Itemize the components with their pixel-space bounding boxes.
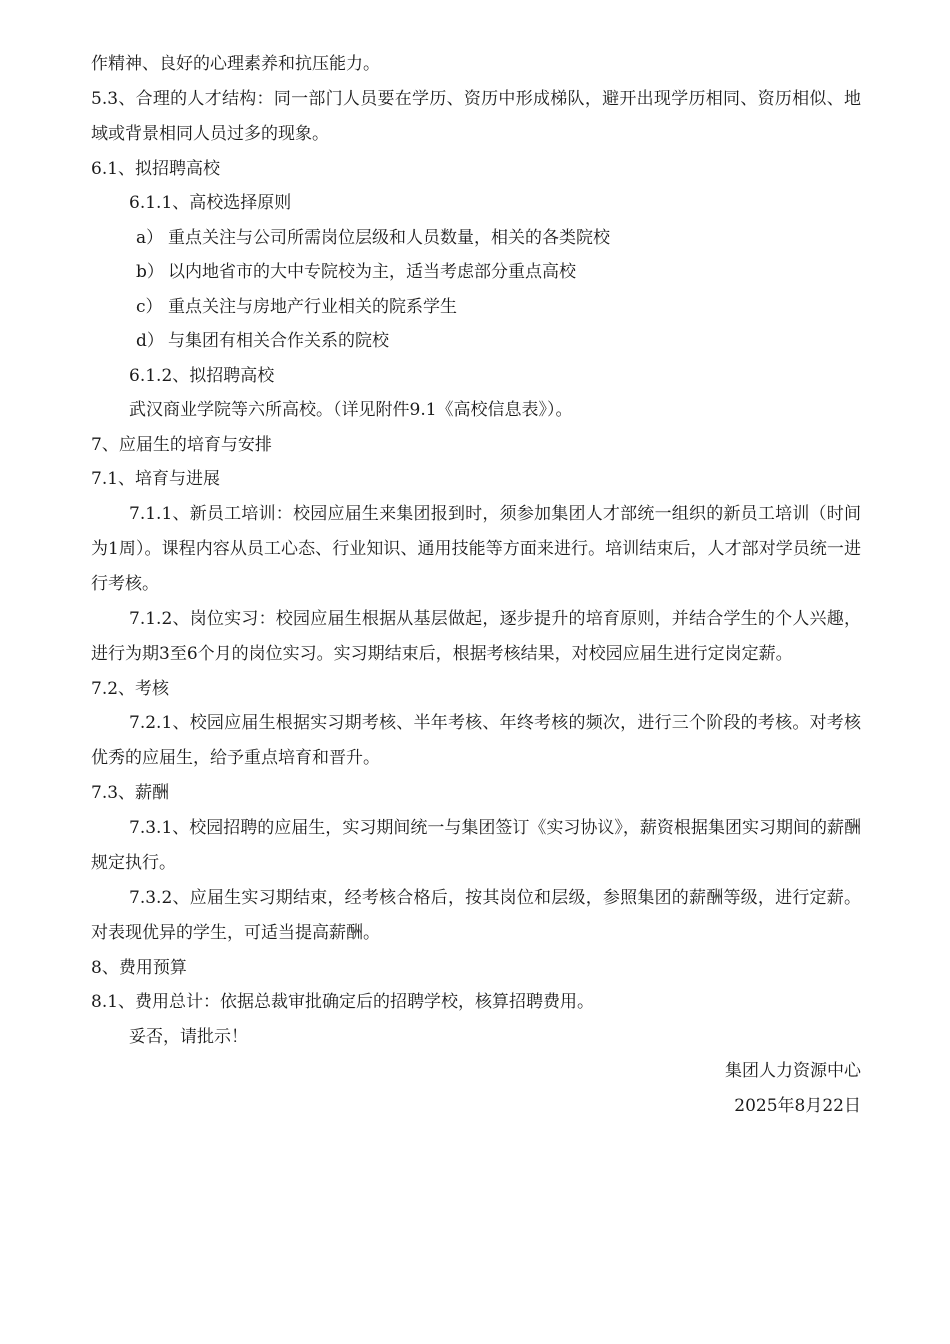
heading-6-1: 6.1、拟招聘高校 xyxy=(91,158,221,179)
paragraph-7-1-2: 7.1.2、岗位实习：校园应届生根据从基层做起，逐步提升的培育原则，并结合学生的个人兴趣，进行为期3至6个月的岗位实习。实习期结束后，根据考核结果，对校园应届生进行定岗定薪。 xyxy=(91,608,861,664)
paragraph-7-1-1: 7.1.1、新员工培训：校园应届生来集团报到时，须参加集团人才部统一组织的新员工培训（时间为1周）。课程内容从员工心态、行业知识、通用技能等方面来进行。培训结束后，人才部对学员统一进行考核。 xyxy=(91,503,861,594)
list-item-marker: d） xyxy=(136,331,164,351)
list-item-text: 重点关注与房地产行业相关的院系学生 xyxy=(168,296,457,317)
list-item xyxy=(91,255,861,290)
paragraph-continuation: 作精神、良好的心理素养和抗压能力。 xyxy=(91,54,380,74)
list-item-marker: a） xyxy=(136,227,164,248)
heading-7: 7、应届生的培育与安排 xyxy=(91,434,272,455)
closing-remark: 妥否，请批示！ xyxy=(129,1026,248,1047)
list-item-marker: c） xyxy=(136,296,163,317)
signature-date: 2025年8月22日 xyxy=(734,1095,861,1116)
heading-7-3: 7.3、薪酬 xyxy=(91,783,170,803)
heading-6-1-2: 6.1.2、拟招聘高校 xyxy=(129,365,275,386)
heading-6-1-1: 6.1.1、高校选择原则 xyxy=(129,193,292,213)
paragraph-7-3-1: 7.3.1、校园招聘的应届生，实习期间统一与集团签订《实习协议》，薪资根据集团实习期间的薪酬规定执行。 xyxy=(91,817,861,873)
paragraph-6-1-2: 武汉商业学院等六所高校。（详见附件9.1《高校信息表》）。 xyxy=(129,400,573,420)
list-item xyxy=(91,290,861,325)
document-page xyxy=(91,47,861,1123)
paragraph-5-3: 5.3、合理的人才结构：同一部门人员要在学历、资历中形成梯队，避开出现学历相同、资历相似、地域或背景相同人员过多的现象。 xyxy=(91,88,861,144)
list-item xyxy=(91,324,861,359)
heading-8: 8、费用预算 xyxy=(91,957,187,978)
list-item-marker: b） xyxy=(136,262,164,282)
signature-organization: 集团人力资源中心 xyxy=(725,1061,861,1081)
list-item-text: 重点关注与公司所需岗位层级和人员数量，相关的各类院校 xyxy=(168,227,610,248)
list-item-text: 与集团有相关合作关系的院校 xyxy=(168,331,389,351)
paragraph-7-2-1: 7.2.1、校园应届生根据实习期考核、半年考核、年终考核的频次，进行三个阶段的考核。对考核优秀的应届生，给予重点培育和晋升。 xyxy=(91,713,861,768)
heading-7-1: 7.1、培育与进展 xyxy=(91,469,221,489)
heading-7-2: 7.2、考核 xyxy=(91,678,170,699)
paragraph-7-3-2: 7.3.2、应届生实习期结束，经考核合格后，按其岗位和层级，参照集团的薪酬等级，进行定薪。对表现优异的学生，可适当提高薪酬。 xyxy=(91,887,861,943)
list-item xyxy=(91,221,861,256)
list-item-text: 以内地省市的大中专院校为主，适当考虑部分重点高校 xyxy=(168,262,576,282)
paragraph-8-1: 8.1、费用总计：依据总裁审批确定后的招聘学校，核算招聘费用。 xyxy=(91,992,595,1012)
